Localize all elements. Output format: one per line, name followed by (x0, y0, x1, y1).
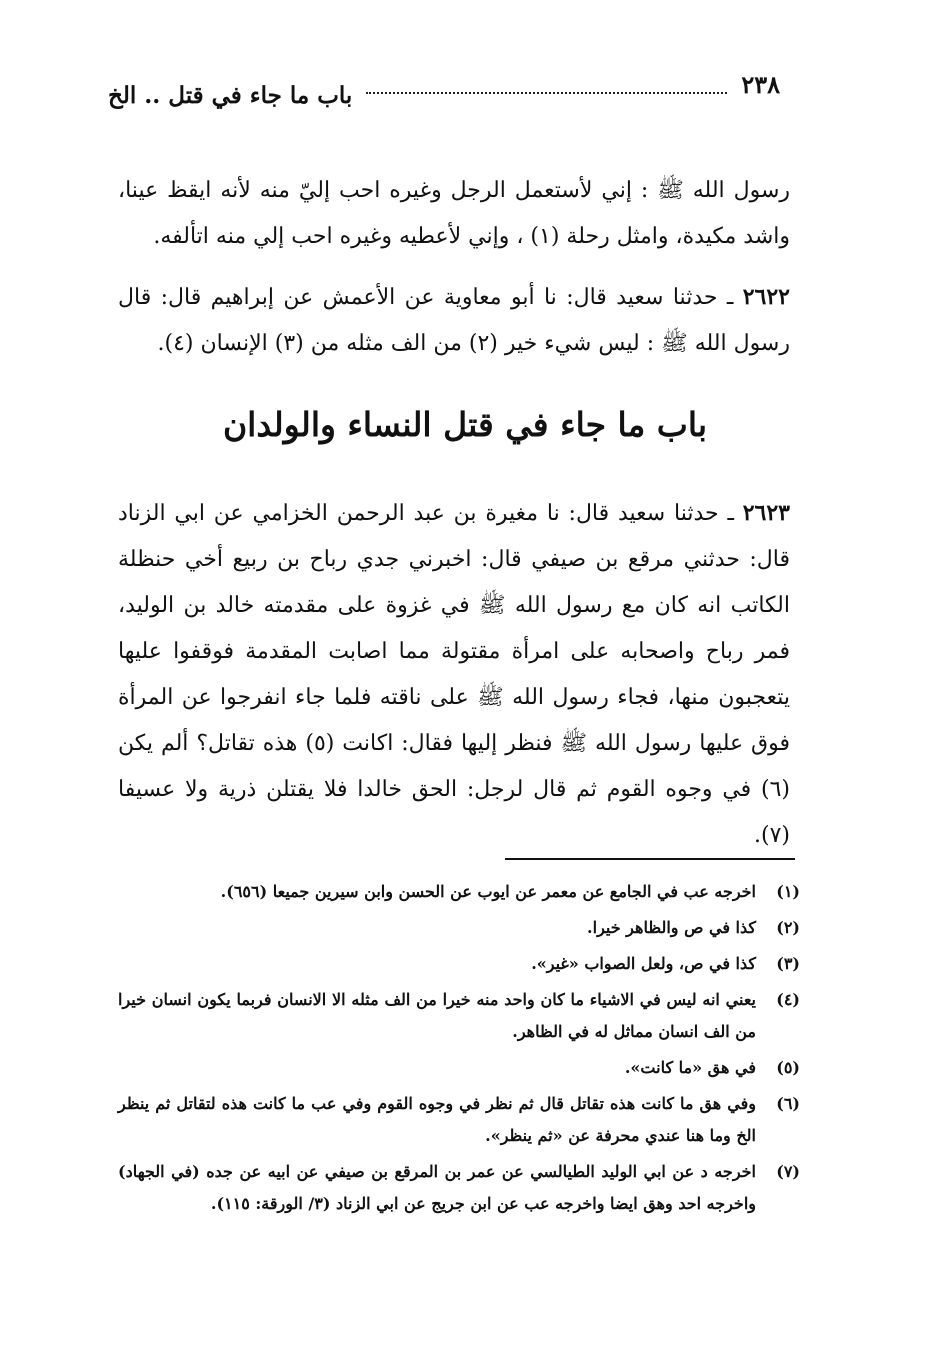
footnote-text: وفي هق ما كانت هذه تقاتل قال ثم نظر في وجوه القوم وفي عب ما كانت هذه لتقاتل ثم ينظر الخ وما هنا عندي محرفة عن «ثم ينظر». (118, 1094, 757, 1145)
paragraph-continuation (118, 168, 790, 260)
hadith-paragraph (118, 274, 790, 367)
hadith-number: ٢٦٢٢ (742, 284, 790, 310)
footnote (118, 876, 800, 908)
footnote (118, 912, 800, 944)
hadith-2623 (118, 490, 790, 859)
footnotes (118, 876, 800, 1224)
footnote-text: اخرجه د عن ابي الوليد الطيالسي عن عمر بن المرقع بن صيفي عن ابيه عن جده (في الجهاد) واخرجه احد وهق ايضا واخرجه عب عن ابن جريج عن ابي الزناد (٣/ الورقة: ١١٥). (118, 1162, 756, 1213)
chapter-heading: باب ما جاء في قتل النساء والولدان (222, 405, 708, 444)
footnote-text: في هق «ما كانت». (624, 1058, 756, 1077)
running-header (108, 70, 780, 110)
hadith-text: ـ حدثنا سعيد قال: نا أبو معاوية عن الأعمش عن إبراهيم قال: قال رسول الله ﷺ : ليس شيء خير (٢) من الف مثله من (٣) الإنسان (٤). (118, 285, 790, 356)
footnote (118, 984, 800, 1048)
header-dotted-line (366, 92, 727, 94)
footnote (118, 1088, 800, 1152)
hadith-text: ـ حدثنا سعيد قال: نا مغيرة بن عبد الرحمن الخزامي عن ابي الزناد قال: حدثني مرقع بن صيفي قال: اخبرني جدي رباح بن ربيع أخي حنظلة الكاتب انه كان مع رسول الله ﷺ في غزوة على مقدمته خالد بن الوليد، فمر رباح واصحابه على امرأة مقتولة مما اصابت المقدمة فوقفوا عليها يتعجبون منها، فجاء رسول الله ﷺ على ناقته فلما جاء انفرجوا عن المرأة فوق عليها رسول الله ﷺ فنظر إليها فقال: اكانت (٥) هذه تقاتل؟ ألم يكن (٦) في وجوه القوم ثم قال لرجل: الحق خالدا فلا يقتلن ذرية ولا عسيفا (٧). (118, 501, 791, 848)
footnote-number: (١) (776, 882, 800, 901)
footnote-number: (٥) (776, 1058, 800, 1077)
hadith-2622 (118, 274, 790, 367)
running-header-title: باب ما جاء في قتل .. الخ (108, 82, 353, 109)
footnote-text: كذا في ص، ولعل الصواب «غير». (531, 954, 756, 973)
footnote-number: (٣) (776, 954, 800, 973)
footnote-number: (٤) (776, 990, 800, 1009)
hadith-number: ٢٦٢٣ (742, 500, 790, 526)
footnote-separator (505, 858, 795, 860)
footnote (118, 1052, 800, 1084)
footnote-text: كذا في ص والظاهر خيرا. (587, 918, 756, 937)
hadith-paragraph (118, 490, 790, 859)
footnote-text: يعني انه ليس في الاشياء ما كان واحد منه خيرا من الف مثله الا الانسان فربما يكون انسان خيرا من الف انسان مماثل له في الظاهر. (118, 990, 756, 1041)
footnote-number: (٦) (776, 1094, 800, 1113)
footnote-number: (٧) (776, 1162, 800, 1181)
page-number: ٢٣٨ (741, 70, 780, 99)
paragraph-text: رسول الله ﷺ : إني لأستعمل الرجل وغيره احب إليّ منه لأنه ايقظ عينا، واشد مكيدة، وامثل رحلة (١) ، وإني لأعطيه وغيره احب إلي منه اتألفه. (118, 178, 790, 249)
footnote-number: (٢) (776, 918, 800, 937)
footnote-text: اخرجه عب في الجامع عن معمر عن ايوب عن الحسن وابن سيرين جميعا (٦٥٦). (220, 882, 756, 901)
footnote (118, 1156, 800, 1220)
footnote (118, 948, 800, 980)
